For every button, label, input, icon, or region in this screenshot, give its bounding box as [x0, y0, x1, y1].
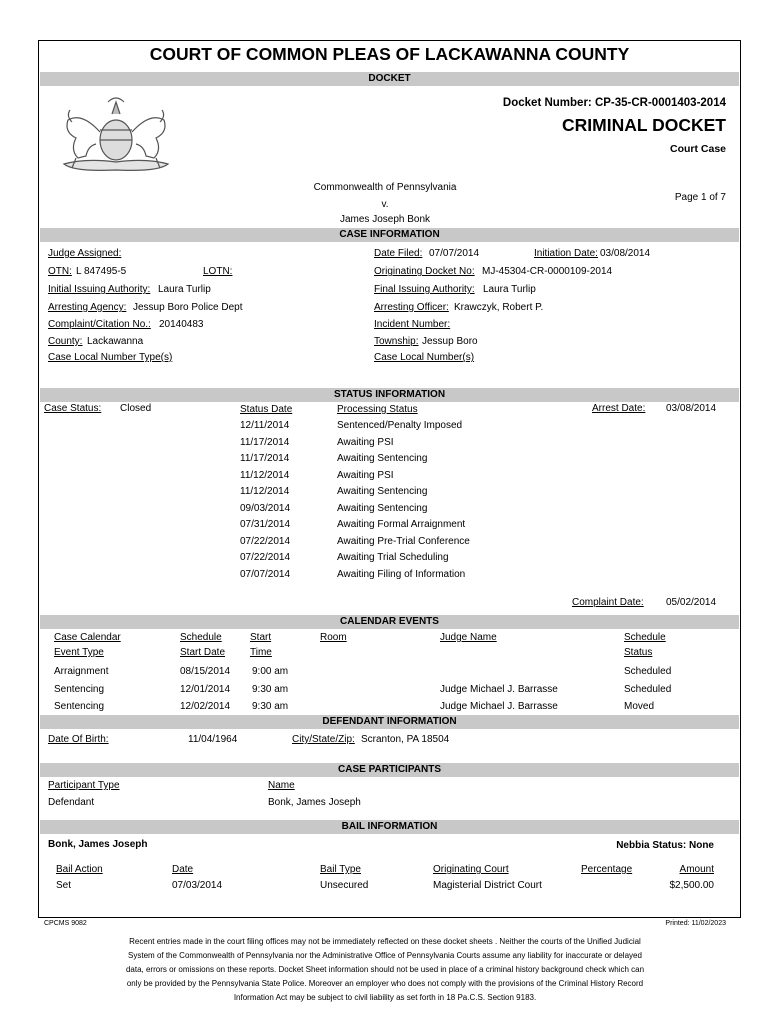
city-state-zip-label: City/State/Zip:	[292, 734, 355, 745]
participant-type-value: Defendant	[48, 797, 95, 808]
calendar-start-date: 12/01/2014	[180, 683, 231, 695]
caption-line-2: v.	[381, 199, 389, 210]
bail-action-value: Set	[56, 880, 72, 891]
defendant-information-bar: DEFENDANT INFORMATION	[40, 715, 739, 729]
originating-docket-value: MJ-45304-CR-0000109-2014	[482, 266, 613, 277]
status-date: 07/31/2014	[240, 519, 291, 530]
bail-action-header: Bail Action	[56, 864, 103, 875]
seal-icon	[46, 92, 186, 178]
page-number: Page 1 of 7	[674, 192, 726, 203]
status-date: 09/03/2014	[240, 502, 291, 514]
schedule-status-header-2: Status	[624, 647, 653, 658]
case-type: Court Case	[669, 143, 726, 155]
calendar-events-bar: CALENDAR EVENTS	[40, 615, 739, 629]
status-date: 07/22/2014	[240, 552, 291, 563]
originating-court-value: Magisterial District Court	[433, 880, 542, 891]
nebbia-status: Nebbia Status: None	[616, 840, 714, 851]
judge-name-header: Judge Name	[440, 632, 497, 643]
disclaimer-line-5: Information Act may be subject to civil liability as set forth in 18 Pa.C.S. Section 9183.	[233, 993, 537, 1002]
county-label: County:	[48, 336, 83, 347]
processing-status: Awaiting Sentencing	[337, 502, 428, 514]
status-information-bar: STATUS INFORMATION	[40, 388, 739, 402]
bail-type-header: Bail Type	[320, 864, 361, 875]
dob-label: Date Of Birth:	[48, 734, 109, 745]
originating-docket-label: Originating Docket No:	[374, 266, 475, 277]
start-time-header-2: Time	[250, 647, 272, 658]
arrest-date-value: 03/08/2014	[666, 403, 717, 414]
calendar-schedule-status: Scheduled	[624, 683, 672, 695]
otn-label: OTN:	[48, 266, 72, 277]
status-date-header: Status Date	[240, 404, 293, 415]
calendar-event-type: Arraignment	[54, 666, 109, 677]
city-state-zip-value: Scranton, PA 18504	[361, 734, 450, 745]
participant-name-header: Name	[268, 780, 295, 791]
arresting-officer-label: Arresting Officer:	[374, 302, 449, 313]
start-time-header-1: Start	[250, 632, 272, 643]
township-value: Jessup Boro	[422, 336, 478, 347]
status-date: 12/11/2014	[240, 420, 290, 431]
participant-name-value: Bonk, James Joseph	[268, 797, 361, 808]
calendar-judge-name: Judge Michael J. Barrasse	[440, 683, 558, 695]
calendar-start-date: 08/15/2014	[180, 666, 231, 677]
bail-amount-value: $2,500.00	[669, 880, 714, 891]
court-title: COURT OF COMMON PLEAS OF LACKAWANNA COUNTY	[149, 44, 630, 64]
bail-information-bar: BAIL INFORMATION	[40, 820, 739, 834]
processing-status: Awaiting Sentencing	[337, 486, 428, 497]
schedule-date-header-1: Schedule	[180, 632, 222, 643]
status-date: 11/12/2014	[240, 486, 290, 497]
calendar-event-header-2: Event Type	[54, 647, 104, 658]
processing-status: Awaiting PSI	[337, 436, 394, 448]
caption-line-1: Commonwealth of Pennsylvania	[313, 182, 457, 193]
arresting-agency-value: Jessup Boro Police Dept	[133, 302, 243, 313]
dob-value: 11/04/1964	[188, 734, 238, 745]
calendar-schedule-status: Moved	[624, 701, 655, 712]
date-filed-value: 07/07/2014	[429, 248, 480, 259]
originating-court-header: Originating Court	[433, 864, 509, 875]
status-date: 11/17/2014	[240, 436, 290, 448]
final-authority-value: Laura Turlip	[483, 284, 536, 295]
disclaimer-line-2: System of the Commonwealth of Pennsylvania nor the Administrative Office of Pennsylvania Courts assume any liability for inaccurate or delayed	[128, 951, 642, 960]
processing-status: Sentenced/Penalty Imposed	[337, 420, 463, 431]
complaint-citation-label: Complaint/Citation No.:	[48, 319, 151, 330]
bail-type-value: Unsecured	[320, 880, 369, 891]
status-date: 07/07/2014	[240, 568, 291, 580]
final-authority-label: Final Issuing Authority:	[374, 284, 475, 295]
calendar-start-time: 9:00 am	[252, 666, 289, 677]
county-value: Lackawanna	[87, 336, 144, 347]
participant-type-header: Participant Type	[48, 780, 120, 791]
otn-value: L 847495-5	[76, 266, 127, 277]
processing-status: Awaiting Sentencing	[337, 453, 428, 464]
docket-number: Docket Number: CP-35-CR-0001403-2014	[502, 97, 726, 109]
date-filed-label: Date Filed:	[374, 248, 423, 259]
complaint-date-label: Complaint Date:	[572, 597, 644, 608]
calendar-event-header-1: Case Calendar	[54, 632, 121, 643]
initial-authority-value: Laura Turlip	[158, 284, 211, 295]
disclaimer-line-3: data, errors or omissions on these reports. Docket Sheet information should not be used in place of a criminal history background check which can	[125, 965, 645, 974]
calendar-event-type: Sentencing	[54, 701, 105, 712]
arrest-date-label: Arrest Date:	[592, 403, 646, 414]
township-label: Township:	[374, 336, 419, 347]
calendar-event-type: Sentencing	[54, 683, 105, 695]
initiation-date-label: Initiation Date:	[534, 248, 598, 259]
form-id: CPCMS 9082	[44, 920, 87, 927]
calendar-start-date: 12/02/2014	[180, 701, 231, 712]
calendar-start-time: 9:30 am	[252, 683, 289, 695]
schedule-status-header-1: Schedule	[624, 632, 666, 643]
processing-status: Awaiting Trial Scheduling	[337, 552, 449, 563]
judge-assigned-label: Judge Assigned:	[48, 248, 122, 259]
schedule-date-header-2: Start Date	[180, 647, 226, 658]
arresting-agency-label: Arresting Agency:	[48, 302, 127, 313]
complaint-citation-value: 20140483	[159, 319, 204, 330]
disclaimer-line-1: Recent entries made in the court filing offices may not be immediately reflected on these docket sheets . Neither the courts of the Unified Judicial	[129, 937, 641, 946]
caption-line-3: James Joseph Bonk	[339, 214, 431, 225]
lotn-label: LOTN:	[203, 266, 233, 277]
docket-type: CRIMINAL DOCKET	[562, 115, 726, 135]
initiation-date-value: 03/08/2014	[600, 248, 651, 259]
status-date: 11/17/2014	[240, 453, 290, 464]
case-local-number-type-label: Case Local Number Type(s)	[48, 352, 173, 363]
calendar-judge-name: Judge Michael J. Barrasse	[440, 701, 558, 712]
bail-date-header: Date	[172, 864, 194, 875]
processing-status: Awaiting Filing of Information	[337, 568, 466, 580]
processing-status: Awaiting PSI	[337, 469, 394, 481]
status-date: 11/12/2014	[240, 469, 290, 481]
status-date: 07/22/2014	[240, 535, 291, 547]
calendar-start-time: 9:30 am	[252, 701, 289, 712]
bail-date-value: 07/03/2014	[172, 880, 223, 891]
processing-status-header: Processing Status	[337, 404, 418, 415]
calendar-schedule-status: Scheduled	[624, 666, 672, 677]
initial-authority-label: Initial Issuing Authority:	[48, 284, 151, 295]
docket-bar: DOCKET	[40, 72, 739, 86]
processing-status: Awaiting Pre-Trial Conference	[337, 535, 470, 547]
room-header: Room	[320, 632, 347, 643]
processing-status: Awaiting Formal Arraignment	[337, 519, 466, 530]
case-information-bar: CASE INFORMATION	[40, 228, 739, 242]
case-status-value: Closed	[120, 403, 152, 414]
printed-date: Printed: 11/02/2023	[665, 920, 726, 927]
disclaimer-line-4: only be provided by the Pennsylvania State Police. Moreover an employer who does not comply with the provisions of the Criminal History Record	[126, 979, 644, 988]
case-local-numbers-label: Case Local Number(s)	[374, 352, 475, 363]
case-participants-bar: CASE PARTICIPANTS	[40, 763, 739, 777]
arresting-officer-value: Krawczyk, Robert P.	[454, 302, 544, 313]
complaint-date-value: 05/02/2014	[666, 597, 717, 608]
amount-header: Amount	[679, 864, 714, 875]
percentage-header: Percentage	[581, 864, 633, 875]
bail-party-name: Bonk, James Joseph	[48, 839, 148, 850]
incident-number-label: Incident Number:	[374, 319, 451, 330]
case-status-label: Case Status:	[44, 403, 102, 414]
